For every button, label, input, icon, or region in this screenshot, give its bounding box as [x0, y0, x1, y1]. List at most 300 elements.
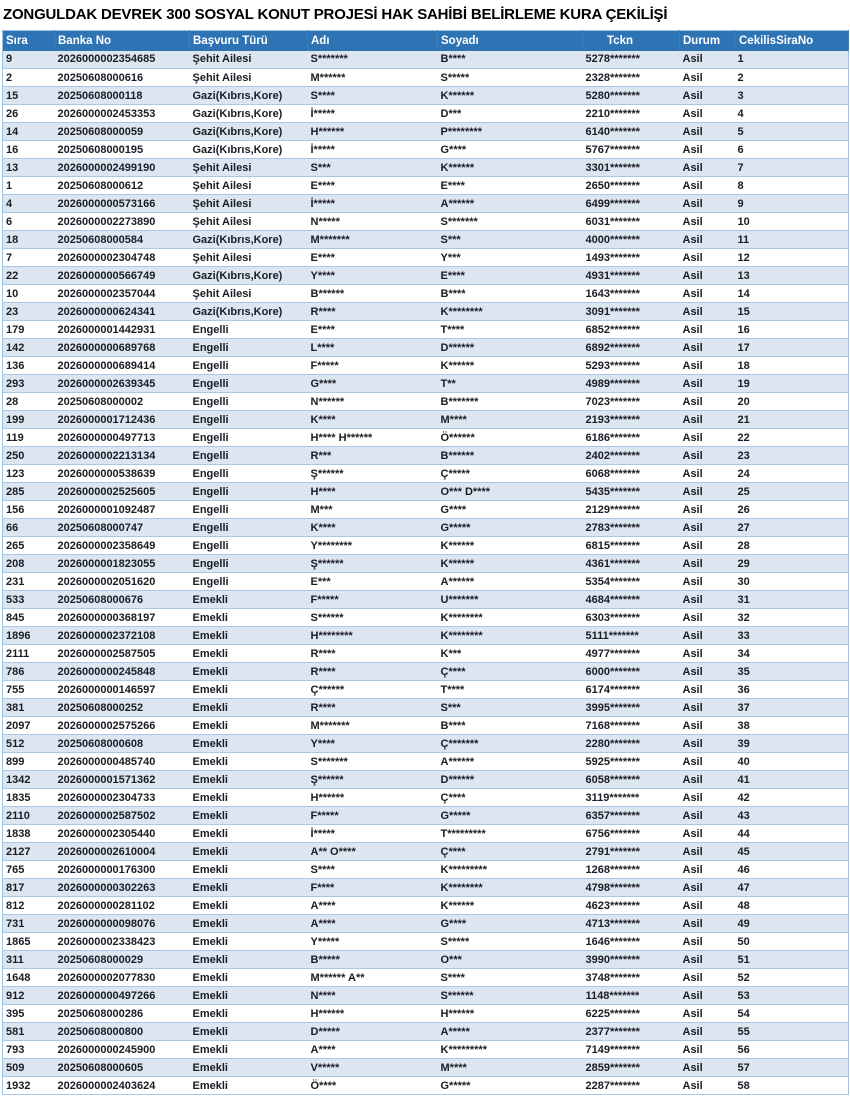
cell-tckn: 2377*******: [583, 1023, 680, 1041]
cell-basvuru-turu: Engelli: [190, 519, 308, 537]
table-row: [3, 501, 849, 519]
table-row: [3, 555, 849, 573]
cell-cekilis-sira-no: 50: [735, 933, 849, 951]
cell-basvuru-turu: Gazi(Kıbrıs,Kore): [190, 123, 308, 141]
cell-durum: Asil: [680, 303, 735, 321]
cell-durum: Asil: [680, 483, 735, 501]
cell-tckn: 3301*******: [583, 159, 680, 177]
cell-tckn: 3091*******: [583, 303, 680, 321]
cell-tckn: 6756*******: [583, 825, 680, 843]
cell-cekilis-sira-no: 15: [735, 303, 849, 321]
cell-sira: 119: [3, 429, 55, 447]
cell-tckn: 2193*******: [583, 411, 680, 429]
table-row: [3, 735, 849, 753]
cell-adi: S******: [308, 609, 438, 627]
cell-adi: E****: [308, 177, 438, 195]
cell-basvuru-turu: Emekli: [190, 933, 308, 951]
cell-sira: 26: [3, 105, 55, 123]
cell-sira: 395: [3, 1005, 55, 1023]
cell-banka-no: 20250608000002: [55, 393, 190, 411]
cell-banka-no: 20250608000286: [55, 1005, 190, 1023]
cell-adi: E***: [308, 573, 438, 591]
table-row: [3, 519, 849, 537]
cell-soyadi: E****: [438, 267, 583, 285]
cell-sira: 208: [3, 555, 55, 573]
cell-banka-no: 2026000002610004: [55, 843, 190, 861]
cell-soyadi: B*******: [438, 393, 583, 411]
cell-sira: 265: [3, 537, 55, 555]
cell-basvuru-turu: Engelli: [190, 537, 308, 555]
cell-cekilis-sira-no: 27: [735, 519, 849, 537]
cell-banka-no: 2026000002358649: [55, 537, 190, 555]
cell-sira: 293: [3, 375, 55, 393]
cell-sira: 156: [3, 501, 55, 519]
table-row: [3, 969, 849, 987]
column-header-sira: Sıra: [3, 31, 55, 51]
cell-basvuru-turu: Emekli: [190, 627, 308, 645]
cell-adi: K****: [308, 411, 438, 429]
cell-soyadi: K********: [438, 627, 583, 645]
column-header-banka-no: Banka No: [55, 31, 190, 51]
cell-soyadi: B******: [438, 447, 583, 465]
cell-tckn: 7168*******: [583, 717, 680, 735]
cell-adi: Y****: [308, 735, 438, 753]
cell-durum: Asil: [680, 231, 735, 249]
cell-tckn: 4798*******: [583, 879, 680, 897]
cell-basvuru-turu: Engelli: [190, 393, 308, 411]
cell-tckn: 2859*******: [583, 1059, 680, 1077]
cell-tckn: 1268*******: [583, 861, 680, 879]
cell-sira: 2110: [3, 807, 55, 825]
cell-sira: 1932: [3, 1077, 55, 1095]
cell-basvuru-turu: Engelli: [190, 375, 308, 393]
cell-banka-no: 20250608000608: [55, 735, 190, 753]
cell-cekilis-sira-no: 30: [735, 573, 849, 591]
cell-banka-no: 2026000000573166: [55, 195, 190, 213]
table-row: [3, 1077, 849, 1095]
cell-durum: Asil: [680, 519, 735, 537]
cell-tckn: 4989*******: [583, 375, 680, 393]
cell-durum: Asil: [680, 555, 735, 573]
cell-tckn: 6852*******: [583, 321, 680, 339]
column-header-adi: Adı: [308, 31, 438, 51]
cell-cekilis-sira-no: 51: [735, 951, 849, 969]
cell-adi: S***: [308, 159, 438, 177]
table-row: [3, 1059, 849, 1077]
cell-soyadi: K******: [438, 537, 583, 555]
cell-tckn: 5767*******: [583, 141, 680, 159]
cell-tckn: 6058*******: [583, 771, 680, 789]
cell-adi: R****: [308, 699, 438, 717]
cell-basvuru-turu: Emekli: [190, 843, 308, 861]
table-header: [3, 31, 849, 51]
cell-soyadi: D******: [438, 339, 583, 357]
cell-basvuru-turu: Gazi(Kıbrıs,Kore): [190, 105, 308, 123]
cell-soyadi: S****: [438, 969, 583, 987]
cell-durum: Asil: [680, 537, 735, 555]
cell-adi: A****: [308, 915, 438, 933]
cell-basvuru-turu: Emekli: [190, 915, 308, 933]
cell-sira: 7: [3, 249, 55, 267]
cell-cekilis-sira-no: 11: [735, 231, 849, 249]
cell-cekilis-sira-no: 45: [735, 843, 849, 861]
cell-cekilis-sira-no: 12: [735, 249, 849, 267]
cell-soyadi: G*****: [438, 807, 583, 825]
cell-tckn: 2328*******: [583, 69, 680, 87]
cell-sira: 899: [3, 753, 55, 771]
table-row: [3, 717, 849, 735]
cell-sira: 311: [3, 951, 55, 969]
cell-adi: A****: [308, 1041, 438, 1059]
cell-soyadi: H******: [438, 1005, 583, 1023]
cell-basvuru-turu: Emekli: [190, 609, 308, 627]
cell-sira: 912: [3, 987, 55, 1005]
cell-cekilis-sira-no: 52: [735, 969, 849, 987]
cell-adi: H******: [308, 789, 438, 807]
cell-banka-no: 2026000000538639: [55, 465, 190, 483]
cell-banka-no: 2026000000689414: [55, 357, 190, 375]
cell-adi: İ*****: [308, 105, 438, 123]
cell-cekilis-sira-no: 10: [735, 213, 849, 231]
cell-soyadi: S******: [438, 987, 583, 1005]
cell-soyadi: G****: [438, 501, 583, 519]
table-row: [3, 123, 849, 141]
cell-basvuru-turu: Gazi(Kıbrıs,Kore): [190, 141, 308, 159]
cell-cekilis-sira-no: 48: [735, 897, 849, 915]
cell-banka-no: 20250608000800: [55, 1023, 190, 1041]
cell-tckn: 2650*******: [583, 177, 680, 195]
cell-banka-no: 2026000002077830: [55, 969, 190, 987]
cell-adi: D*****: [308, 1023, 438, 1041]
cell-cekilis-sira-no: 7: [735, 159, 849, 177]
cell-tckn: 1493*******: [583, 249, 680, 267]
cell-cekilis-sira-no: 21: [735, 411, 849, 429]
cell-cekilis-sira-no: 40: [735, 753, 849, 771]
cell-basvuru-turu: Engelli: [190, 357, 308, 375]
cell-sira: 10: [3, 285, 55, 303]
cell-sira: 14: [3, 123, 55, 141]
cell-durum: Asil: [680, 951, 735, 969]
cell-cekilis-sira-no: 54: [735, 1005, 849, 1023]
cell-durum: Asil: [680, 753, 735, 771]
cell-basvuru-turu: Emekli: [190, 951, 308, 969]
cell-durum: Asil: [680, 447, 735, 465]
cell-tckn: 5354*******: [583, 573, 680, 591]
cell-adi: F*****: [308, 357, 438, 375]
cell-banka-no: 2026000000689768: [55, 339, 190, 357]
cell-sira: 1: [3, 177, 55, 195]
cell-basvuru-turu: Emekli: [190, 771, 308, 789]
cell-cekilis-sira-no: 55: [735, 1023, 849, 1041]
cell-cekilis-sira-no: 41: [735, 771, 849, 789]
cell-cekilis-sira-no: 42: [735, 789, 849, 807]
cell-durum: Asil: [680, 771, 735, 789]
cell-cekilis-sira-no: 32: [735, 609, 849, 627]
cell-basvuru-turu: Şehit Ailesi: [190, 69, 308, 87]
cell-basvuru-turu: Emekli: [190, 1005, 308, 1023]
cell-durum: Asil: [680, 609, 735, 627]
cell-basvuru-turu: Engelli: [190, 321, 308, 339]
cell-sira: 755: [3, 681, 55, 699]
cell-durum: Asil: [680, 645, 735, 663]
cell-basvuru-turu: Emekli: [190, 807, 308, 825]
cell-durum: Asil: [680, 105, 735, 123]
cell-tckn: 6815*******: [583, 537, 680, 555]
cell-cekilis-sira-no: 47: [735, 879, 849, 897]
table-row: [3, 645, 849, 663]
cell-adi: Ş******: [308, 555, 438, 573]
table-row: [3, 195, 849, 213]
cell-sira: 285: [3, 483, 55, 501]
cell-soyadi: T*********: [438, 825, 583, 843]
cell-banka-no: 2026000000146597: [55, 681, 190, 699]
cell-durum: Asil: [680, 195, 735, 213]
cell-cekilis-sira-no: 20: [735, 393, 849, 411]
cell-soyadi: S*****: [438, 933, 583, 951]
cell-tckn: 5435*******: [583, 483, 680, 501]
cell-sira: 2097: [3, 717, 55, 735]
cell-sira: 28: [3, 393, 55, 411]
table-row: [3, 465, 849, 483]
cell-durum: Asil: [680, 375, 735, 393]
table-row: [3, 231, 849, 249]
cell-tckn: 2280*******: [583, 735, 680, 753]
table-row: [3, 357, 849, 375]
cell-banka-no: 2026000000098076: [55, 915, 190, 933]
cell-soyadi: K*********: [438, 1041, 583, 1059]
cell-sira: 123: [3, 465, 55, 483]
cell-soyadi: M****: [438, 1059, 583, 1077]
table-row: [3, 573, 849, 591]
cell-adi: E****: [308, 249, 438, 267]
table-row: [3, 699, 849, 717]
cell-adi: F****: [308, 879, 438, 897]
cell-adi: Ç******: [308, 681, 438, 699]
cell-tckn: 6068*******: [583, 465, 680, 483]
cell-soyadi: K********: [438, 879, 583, 897]
cell-banka-no: 2026000002639345: [55, 375, 190, 393]
cell-cekilis-sira-no: 37: [735, 699, 849, 717]
table-row: [3, 681, 849, 699]
cell-banka-no: 2026000001712436: [55, 411, 190, 429]
cell-sira: 793: [3, 1041, 55, 1059]
cell-adi: E****: [308, 321, 438, 339]
cell-soyadi: S***: [438, 699, 583, 717]
cell-durum: Asil: [680, 51, 735, 69]
cell-sira: 533: [3, 591, 55, 609]
cell-sira: 9: [3, 51, 55, 69]
cell-tckn: 2791*******: [583, 843, 680, 861]
cell-cekilis-sira-no: 46: [735, 861, 849, 879]
table-row: [3, 1041, 849, 1059]
table-row: [3, 771, 849, 789]
table-row: [3, 141, 849, 159]
cell-cekilis-sira-no: 43: [735, 807, 849, 825]
cell-soyadi: B****: [438, 717, 583, 735]
cell-banka-no: 2026000002357044: [55, 285, 190, 303]
cell-basvuru-turu: Gazi(Kıbrıs,Kore): [190, 303, 308, 321]
cell-tckn: 3995*******: [583, 699, 680, 717]
cell-adi: H**** H******: [308, 429, 438, 447]
cell-cekilis-sira-no: 33: [735, 627, 849, 645]
cell-durum: Asil: [680, 411, 735, 429]
cell-basvuru-turu: Engelli: [190, 555, 308, 573]
cell-tckn: 6499*******: [583, 195, 680, 213]
cell-basvuru-turu: Emekli: [190, 645, 308, 663]
cell-tckn: 6174*******: [583, 681, 680, 699]
cell-basvuru-turu: Gazi(Kıbrıs,Kore): [190, 231, 308, 249]
cell-basvuru-turu: Şehit Ailesi: [190, 177, 308, 195]
cell-banka-no: 2026000000368197: [55, 609, 190, 627]
cell-adi: Y****: [308, 267, 438, 285]
cell-adi: F*****: [308, 591, 438, 609]
cell-soyadi: B****: [438, 51, 583, 69]
cell-basvuru-turu: Engelli: [190, 411, 308, 429]
cell-cekilis-sira-no: 49: [735, 915, 849, 933]
cell-sira: 845: [3, 609, 55, 627]
cell-soyadi: E****: [438, 177, 583, 195]
cell-basvuru-turu: Emekli: [190, 861, 308, 879]
cell-soyadi: A******: [438, 573, 583, 591]
cell-adi: Ş******: [308, 771, 438, 789]
cell-tckn: 5278*******: [583, 51, 680, 69]
table-row: [3, 987, 849, 1005]
cell-sira: 1342: [3, 771, 55, 789]
cell-sira: 142: [3, 339, 55, 357]
cell-sira: 1838: [3, 825, 55, 843]
cell-sira: 2127: [3, 843, 55, 861]
cell-basvuru-turu: Emekli: [190, 1041, 308, 1059]
cell-adi: Ş******: [308, 465, 438, 483]
cell-tckn: 4000*******: [583, 231, 680, 249]
cell-banka-no: 20250608000252: [55, 699, 190, 717]
cell-tckn: 7023*******: [583, 393, 680, 411]
cell-cekilis-sira-no: 16: [735, 321, 849, 339]
cell-durum: Asil: [680, 1005, 735, 1023]
cell-basvuru-turu: Engelli: [190, 429, 308, 447]
page-title: ZONGULDAK DEVREK 300 SOSYAL KONUT PROJESİ HAK SAHİBİ BELİRLEME KURA ÇEKİLİŞİ: [3, 6, 668, 23]
cell-soyadi: Ç****: [438, 663, 583, 681]
cell-basvuru-turu: Emekli: [190, 681, 308, 699]
cell-adi: R***: [308, 447, 438, 465]
table-row: [3, 303, 849, 321]
column-header-cekilis-sira-no: CekilisSiraNo: [735, 31, 849, 51]
cell-durum: Asil: [680, 177, 735, 195]
table-row: [3, 897, 849, 915]
table-row: [3, 807, 849, 825]
cell-cekilis-sira-no: 4: [735, 105, 849, 123]
cell-sira: 23: [3, 303, 55, 321]
cell-banka-no: 2026000002587502: [55, 807, 190, 825]
cell-soyadi: K******: [438, 555, 583, 573]
cell-durum: Asil: [680, 321, 735, 339]
cell-adi: H******: [308, 1005, 438, 1023]
cell-cekilis-sira-no: 25: [735, 483, 849, 501]
table-row: [3, 1023, 849, 1041]
cell-cekilis-sira-no: 3: [735, 87, 849, 105]
cell-sira: 4: [3, 195, 55, 213]
cell-tckn: 6225*******: [583, 1005, 680, 1023]
cell-cekilis-sira-no: 22: [735, 429, 849, 447]
cell-basvuru-turu: Emekli: [190, 1077, 308, 1095]
cell-sira: 179: [3, 321, 55, 339]
cell-durum: Asil: [680, 465, 735, 483]
cell-adi: M***: [308, 501, 438, 519]
cell-tckn: 7149*******: [583, 1041, 680, 1059]
cell-tckn: 5293*******: [583, 357, 680, 375]
cell-soyadi: O*** D****: [438, 483, 583, 501]
cell-cekilis-sira-no: 9: [735, 195, 849, 213]
cell-adi: V*****: [308, 1059, 438, 1077]
cell-soyadi: G*****: [438, 519, 583, 537]
table-row: [3, 429, 849, 447]
cell-durum: Asil: [680, 1059, 735, 1077]
cell-banka-no: 2026000002304748: [55, 249, 190, 267]
cell-cekilis-sira-no: 56: [735, 1041, 849, 1059]
cell-durum: Asil: [680, 717, 735, 735]
cell-durum: Asil: [680, 843, 735, 861]
cell-soyadi: A******: [438, 753, 583, 771]
cell-banka-no: 2026000002305440: [55, 825, 190, 843]
results-table: [2, 30, 849, 1095]
cell-soyadi: K********: [438, 303, 583, 321]
cell-cekilis-sira-no: 44: [735, 825, 849, 843]
table-row: [3, 825, 849, 843]
cell-basvuru-turu: Şehit Ailesi: [190, 195, 308, 213]
cell-banka-no: 20250608000118: [55, 87, 190, 105]
cell-adi: A** O****: [308, 843, 438, 861]
cell-durum: Asil: [680, 879, 735, 897]
cell-basvuru-turu: Emekli: [190, 969, 308, 987]
cell-adi: H********: [308, 627, 438, 645]
table-row: [3, 285, 849, 303]
cell-cekilis-sira-no: 57: [735, 1059, 849, 1077]
cell-durum: Asil: [680, 339, 735, 357]
cell-banka-no: 2026000000302263: [55, 879, 190, 897]
cell-banka-no: 2026000002213134: [55, 447, 190, 465]
cell-adi: K****: [308, 519, 438, 537]
cell-durum: Asil: [680, 1077, 735, 1095]
table-row: [3, 375, 849, 393]
header-row: [3, 31, 849, 51]
cell-adi: İ*****: [308, 195, 438, 213]
cell-adi: N******: [308, 393, 438, 411]
cell-tckn: 6000*******: [583, 663, 680, 681]
cell-cekilis-sira-no: 8: [735, 177, 849, 195]
cell-basvuru-turu: Şehit Ailesi: [190, 51, 308, 69]
cell-sira: 66: [3, 519, 55, 537]
cell-banka-no: 2026000000245848: [55, 663, 190, 681]
cell-cekilis-sira-no: 36: [735, 681, 849, 699]
cell-soyadi: T****: [438, 681, 583, 699]
cell-durum: Asil: [680, 573, 735, 591]
table-row: [3, 591, 849, 609]
table-row: [3, 321, 849, 339]
cell-basvuru-turu: Emekli: [190, 717, 308, 735]
cell-adi: B*****: [308, 951, 438, 969]
cell-durum: Asil: [680, 285, 735, 303]
table-row: [3, 249, 849, 267]
cell-basvuru-turu: Engelli: [190, 339, 308, 357]
cell-soyadi: U*******: [438, 591, 583, 609]
cell-banka-no: 2026000000624341: [55, 303, 190, 321]
cell-soyadi: K******: [438, 87, 583, 105]
cell-cekilis-sira-no: 24: [735, 465, 849, 483]
cell-banka-no: 20250608000616: [55, 69, 190, 87]
cell-soyadi: T****: [438, 321, 583, 339]
column-header-soyadi: Soyadı: [438, 31, 583, 51]
cell-banka-no: 2026000001823055: [55, 555, 190, 573]
